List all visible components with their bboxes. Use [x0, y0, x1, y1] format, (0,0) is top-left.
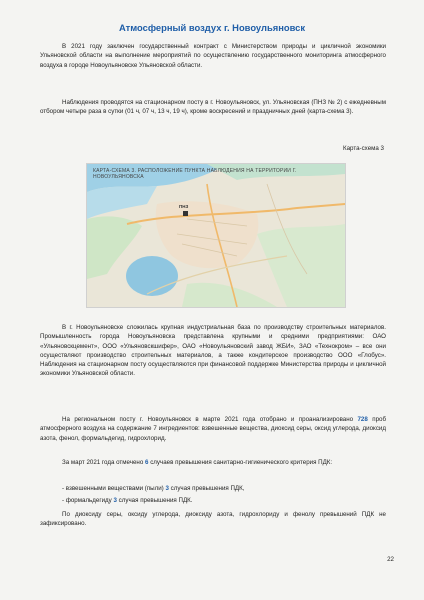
paragraph-observations: Наблюдения проводятся на стационарном посту в г. Новоульяновск, ул. Ульяновская (ПНЗ № 2) с ежедневным отбором четыре раза в сутки (01 ч, 07 ч, 13 ч, 19 ч), кроме воскресений и праздничных дней (карта-схема 3). [40, 99, 386, 116]
samples-text-pre: На региональном посту г. Новоульяновск в марте 2021 года отобрано и проанализировано [62, 416, 358, 423]
page-number: 22 [387, 556, 394, 563]
observation-post-marker [183, 211, 188, 216]
map-marker-label: ПНЗ [179, 204, 189, 209]
formaldehyde-text-pre: - формальдегиду [62, 497, 114, 504]
samples-text-post: проб атмосферного воздуха на содержание 7 ингредиентов: взвешенные вещества, диоксид серы, оксид углерода, диоксид азота, фенол, формальдегид, гидрохлорид. [40, 416, 386, 442]
exceedances-text-pre: За март 2021 года отмечено [62, 459, 146, 466]
formaldehyde-count: 3 [113, 497, 117, 504]
list-item-formaldehyde [40, 496, 386, 505]
dust-text-pre: - взвешенными веществами (пыли) [62, 485, 166, 492]
exceedances-text-post: случаев превышения санитарно-гигиенического критерия ПДК: [148, 459, 333, 466]
paragraph-samples [40, 415, 386, 443]
paragraph-industry: В г. Новоульяновске сложилась крупная индустриальная база по производству строительных материалов. Промышленность города Новоульяновска представлена крупными и средними предприятиями: ОАО «Ульяновскцемент», ООО «Ульяновскшифер», ОАО «Новоульяновский завод ЖБИ», ЗАО «Технокром» – все они осуществляют производство строительных материалов, а также кондитерское производство ООО «Глобус». Наблюдения на стационарном посту осуществляются при финансовой поддержке Министерства природы и цикличной экономики Ульяновской области. [40, 324, 386, 378]
map-image [87, 164, 345, 307]
exceedances-count: 6 [145, 459, 149, 466]
map-caption: КАРТА-СХЕМА 3. РАСПОЛОЖЕНИЕ ПУНКТА НАБЛЮДЕНИЯ НА ТЕРРИТОРИИ Г. НОВОУЛЬЯНОВСКА [93, 168, 297, 180]
formaldehyde-text-post: случая превышения ПДК. [116, 497, 193, 504]
paragraph-no-exceedances: По диоксиду серы, оксиду углерода, диоксиду азота, гидрохлориду и фенолу превышений ПДК не зафиксировано. [40, 511, 386, 528]
dust-text-post: случая превышения ПДК, [168, 485, 245, 492]
paragraph-contract: В 2021 году заключен государственный контракт с Министерством природы и цикличной экономики Ульяновской области на выполнение мероприятий по осуществлению государственного мониторинга атмосферного воздуха в городе Новоульяновске Ульяновской области. [40, 43, 386, 69]
location-map [86, 163, 346, 308]
paragraph-exceedances [40, 458, 386, 467]
samples-count: 728 [357, 416, 368, 423]
map-label: Карта-схема 3 [342, 145, 384, 152]
dust-count: 3 [165, 485, 169, 492]
page-title: Атмосферный воздух г. Новоульяновск [118, 22, 306, 33]
list-item-dust [40, 484, 386, 493]
